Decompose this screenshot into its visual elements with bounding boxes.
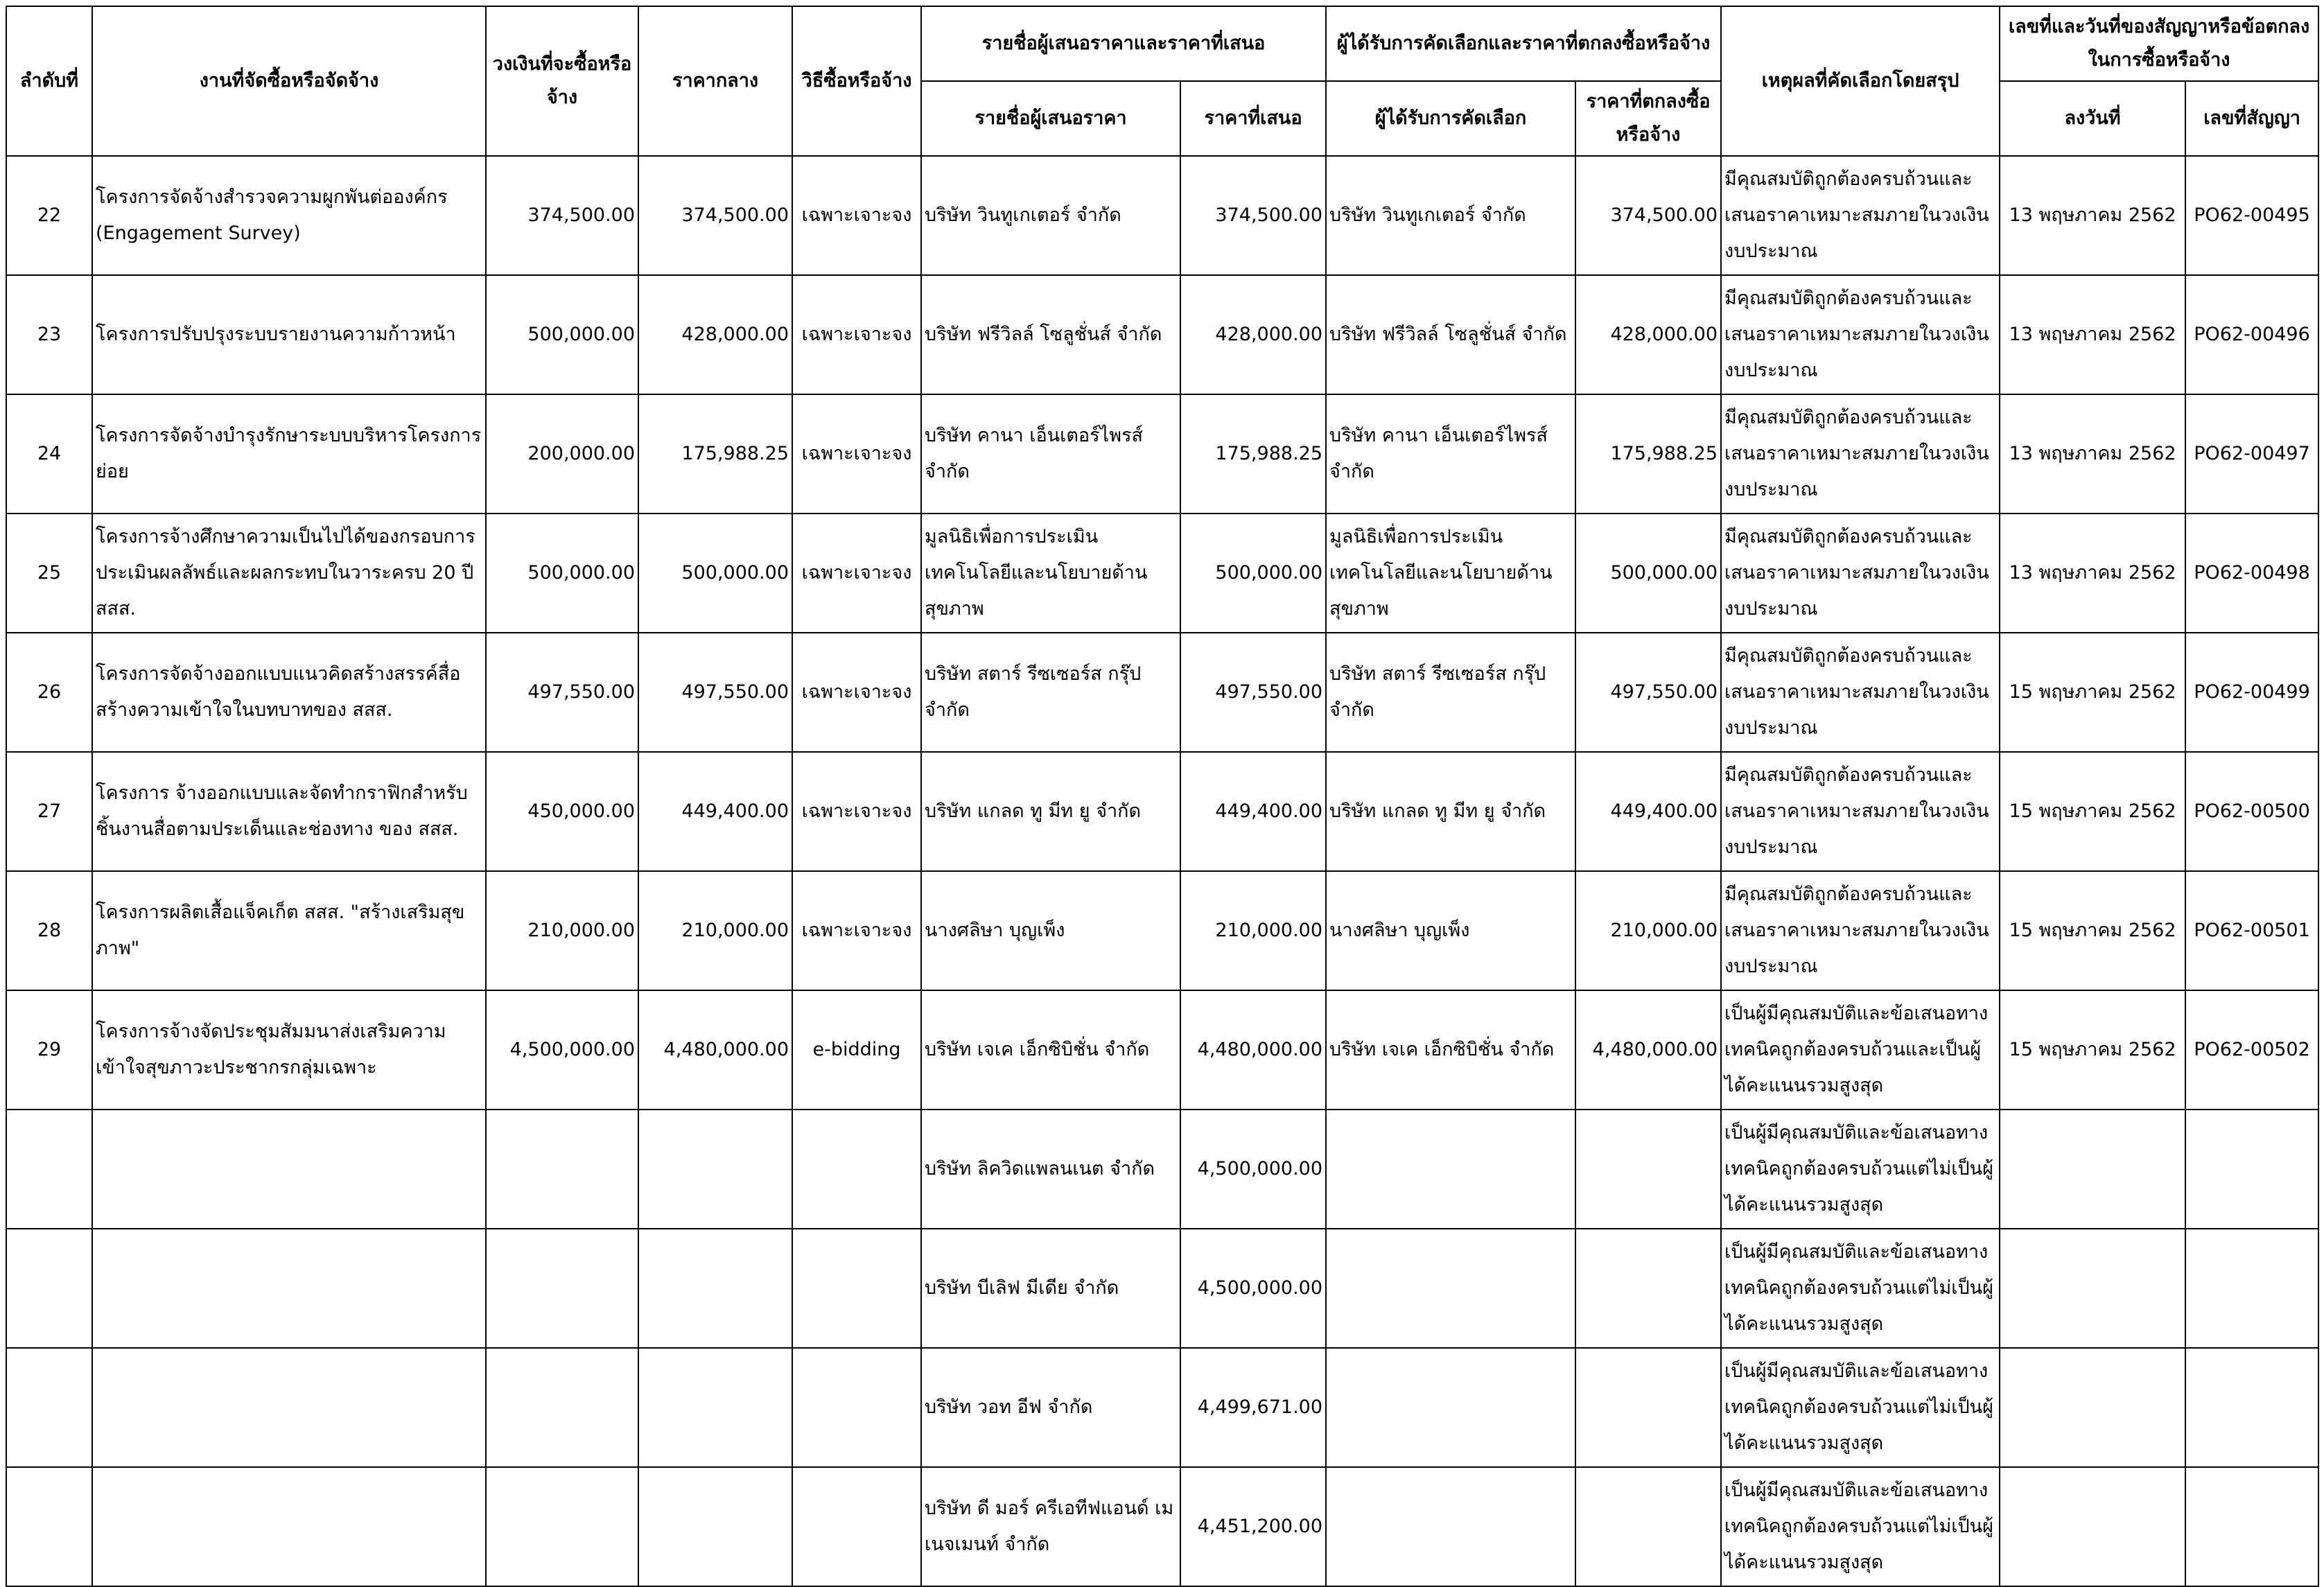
cell-work: โครงการจ้างศึกษาความเป็นไปได้ของกรอบการประเมินผลลัพธ์และผลกระทบในวาระครบ 20 ปี สสส. [92,514,486,633]
cell-bidder: มูลนิธิเพื่อการประเมินเทคโนโลยีและนโยบายด้านสุขภาพ [921,514,1180,633]
cell-contract-no: PO62-00500 [2185,752,2318,871]
cell-method: e-bidding [792,990,921,1110]
cell-seq: 26 [6,633,92,752]
header-bidders-group: รายชื่อผู้เสนอราคาและราคาที่เสนอ [921,6,1326,81]
cell-seq: 27 [6,752,92,871]
cell-budget: 450,000.00 [486,752,638,871]
cell-bid-price: 4,451,200.00 [1180,1467,1326,1586]
cell-method [792,1348,921,1467]
cell-contract-no [2185,1348,2318,1467]
table-row [6,990,2318,1110]
cell-contract-date: 15 พฤษภาคม 2562 [2000,990,2185,1110]
header-bid-price: ราคาที่เสนอ [1180,81,1326,156]
cell-median-price [638,1467,792,1586]
cell-bidder: นางศลิษา บุญเพ็ง [921,871,1180,990]
cell-method: เฉพาะเจาะจง [792,156,921,275]
cell-median-price: 500,000.00 [638,514,792,633]
cell-seq: 24 [6,394,92,514]
cell-agreed-price [1575,1110,1721,1229]
cell-method: เฉพาะเจาะจง [792,633,921,752]
cell-seq [6,1467,92,1586]
cell-bid-price: 4,499,671.00 [1180,1348,1326,1467]
cell-reason: มีคุณสมบัติถูกต้องครบถ้วนและเสนอราคาเหมาะสมภายในวงเงินงบประมาณ [1721,752,2000,871]
cell-contract-no [2185,1467,2318,1586]
header-work: งานที่จัดซื้อหรือจัดจ้าง [92,6,486,156]
cell-budget: 4,500,000.00 [486,990,638,1110]
cell-budget: 500,000.00 [486,275,638,394]
table-row [6,1229,2318,1348]
cell-selected: บริษัท วินทูเกเตอร์ จำกัด [1326,156,1575,275]
cell-budget [486,1467,638,1586]
cell-contract-date [2000,1229,2185,1348]
cell-bidder: บริษัท วอท อีฟ จำกัด [921,1348,1180,1467]
cell-reason: มีคุณสมบัติถูกต้องครบถ้วนและเสนอราคาเหมาะสมภายในวงเงินงบประมาณ [1721,156,2000,275]
cell-contract-no [2185,1229,2318,1348]
cell-bid-price: 497,550.00 [1180,633,1326,752]
cell-contract-no: PO62-00499 [2185,633,2318,752]
cell-work: โครงการผลิตเสื้อแจ็คเก็ต สสส. "สร้างเสริมสุขภาพ" [92,871,486,990]
cell-seq [6,1110,92,1229]
cell-reason: มีคุณสมบัติถูกต้องครบถ้วนและเสนอราคาเหมาะสมภายในวงเงินงบประมาณ [1721,633,2000,752]
cell-contract-date: 13 พฤษภาคม 2562 [2000,514,2185,633]
cell-median-price [638,1229,792,1348]
cell-work: โครงการปรับปรุงระบบรายงานความก้าวหน้า [92,275,486,394]
header-seq: ลำดับที่ [6,6,92,156]
cell-reason: มีคุณสมบัติถูกต้องครบถ้วนและเสนอราคาเหมาะสมภายในวงเงินงบประมาณ [1721,514,2000,633]
header-median-price: ราคากลาง [638,6,792,156]
table-row [6,871,2318,990]
cell-median-price: 4,480,000.00 [638,990,792,1110]
header-selected-name: ผู้ได้รับการคัดเลือก [1326,81,1575,156]
cell-selected: บริษัท คานา เอ็นเตอร์ไพรส์ จำกัด [1326,394,1575,514]
header-contract-group: เลขที่และวันที่ของสัญญาหรือข้อตกลงในการซื้อหรือจ้าง [2000,6,2318,81]
cell-seq: 29 [6,990,92,1110]
header-bidder-name: รายชื่อผู้เสนอราคา [921,81,1180,156]
cell-contract-date [2000,1467,2185,1586]
cell-work [92,1229,486,1348]
cell-reason: เป็นผู้มีคุณสมบัติและข้อเสนอทางเทคนิคถูกต้องครบถ้วนแต่ไม่เป็นผู้ได้คะแนนรวมสูงสุด [1721,1229,2000,1348]
cell-median-price: 449,400.00 [638,752,792,871]
cell-reason: เป็นผู้มีคุณสมบัติและข้อเสนอทางเทคนิคถูกต้องครบถ้วนและเป็นผู้ได้คะแนนรวมสูงสุด [1721,990,2000,1110]
cell-contract-date [2000,1110,2185,1229]
cell-bidder: บริษัท บีเลิฟ มีเดีย จำกัด [921,1229,1180,1348]
cell-budget: 497,550.00 [486,633,638,752]
cell-budget: 500,000.00 [486,514,638,633]
cell-method [792,1229,921,1348]
header-reason: เหตุผลที่คัดเลือกโดยสรุป [1721,6,2000,156]
cell-reason: มีคุณสมบัติถูกต้องครบถ้วนและเสนอราคาเหมาะสมภายในวงเงินงบประมาณ [1721,394,2000,514]
cell-median-price: 374,500.00 [638,156,792,275]
cell-contract-no: PO62-00496 [2185,275,2318,394]
cell-median-price: 497,550.00 [638,633,792,752]
cell-median-price: 175,988.25 [638,394,792,514]
cell-method [792,1110,921,1229]
cell-contract-no: PO62-00498 [2185,514,2318,633]
cell-selected [1326,1229,1575,1348]
header-row-top [6,6,2318,81]
cell-contract-date: 13 พฤษภาคม 2562 [2000,156,2185,275]
cell-bidder: บริษัท วินทูเกเตอร์ จำกัด [921,156,1180,275]
cell-budget: 200,000.00 [486,394,638,514]
header-contract-no: เลขที่สัญญา [2185,81,2318,156]
cell-work [92,1110,486,1229]
cell-work: โครงการ จ้างออกแบบและจัดทำกราฟิกสำหรับชิ้นงานสื่อตามประเด็นและช่องทาง ของ สสส. [92,752,486,871]
cell-selected: บริษัท ฟรีวิลล์ โซลูชั่นส์ จำกัด [1326,275,1575,394]
table-row [6,1110,2318,1229]
cell-bid-price: 449,400.00 [1180,752,1326,871]
cell-bidder: บริษัท ฟรีวิลล์ โซลูชั่นส์ จำกัด [921,275,1180,394]
table-row [6,1348,2318,1467]
cell-method: เฉพาะเจาะจง [792,871,921,990]
cell-agreed-price: 175,988.25 [1575,394,1721,514]
cell-work: โครงการจ้างจัดประชุมสัมมนาส่งเสริมความเข้าใจสุขภาวะประชากรกลุ่มเฉพาะ [92,990,486,1110]
cell-selected: บริษัท แกลด ทู มีท ยู จำกัด [1326,752,1575,871]
cell-budget [486,1229,638,1348]
cell-median-price: 428,000.00 [638,275,792,394]
cell-bidder: บริษัท ลิควิดแพลนเนต จำกัด [921,1110,1180,1229]
table-row [6,633,2318,752]
cell-bidder: บริษัท แกลด ทู มีท ยู จำกัด [921,752,1180,871]
cell-bid-price: 4,500,000.00 [1180,1110,1326,1229]
cell-bidder: บริษัท คานา เอ็นเตอร์ไพรส์ จำกัด [921,394,1180,514]
cell-bid-price: 210,000.00 [1180,871,1326,990]
cell-work: โครงการจัดจ้างสำรวจความผูกพันต่อองค์กร (Engagement Survey) [92,156,486,275]
cell-median-price [638,1110,792,1229]
cell-seq: 22 [6,156,92,275]
cell-seq: 28 [6,871,92,990]
cell-method: เฉพาะเจาะจง [792,752,921,871]
cell-agreed-price [1575,1348,1721,1467]
cell-selected: บริษัท สตาร์ รีซเซอร์ส กรุ๊ป จำกัด [1326,633,1575,752]
cell-agreed-price: 374,500.00 [1575,156,1721,275]
cell-budget: 374,500.00 [486,156,638,275]
procurement-table [6,6,2319,1587]
header-budget: วงเงินที่จะซื้อหรือจ้าง [486,6,638,156]
cell-bidder: บริษัท ดี มอร์ ครีเอทีฟแอนด์ เมเนจเมนท์ จำกัด [921,1467,1180,1586]
table-row [6,275,2318,394]
cell-contract-date: 13 พฤษภาคม 2562 [2000,394,2185,514]
cell-bid-price: 374,500.00 [1180,156,1326,275]
cell-seq [6,1229,92,1348]
cell-bid-price: 4,500,000.00 [1180,1229,1326,1348]
cell-selected: มูลนิธิเพื่อการประเมินเทคโนโลยีและนโยบายด้านสุขภาพ [1326,514,1575,633]
cell-median-price: 210,000.00 [638,871,792,990]
cell-contract-no [2185,1110,2318,1229]
cell-agreed-price: 4,480,000.00 [1575,990,1721,1110]
cell-selected [1326,1110,1575,1229]
cell-bidder: บริษัท สตาร์ รีซเซอร์ส กรุ๊ป จำกัด [921,633,1180,752]
cell-selected [1326,1348,1575,1467]
cell-agreed-price [1575,1229,1721,1348]
cell-agreed-price: 449,400.00 [1575,752,1721,871]
cell-agreed-price: 500,000.00 [1575,514,1721,633]
cell-seq [6,1348,92,1467]
cell-selected: นางศลิษา บุญเพ็ง [1326,871,1575,990]
cell-bidder: บริษัท เจเค เอ็กซิบิชั่น จำกัด [921,990,1180,1110]
cell-reason: เป็นผู้มีคุณสมบัติและข้อเสนอทางเทคนิคถูกต้องครบถ้วนแต่ไม่เป็นผู้ได้คะแนนรวมสูงสุด [1721,1348,2000,1467]
cell-contract-date: 15 พฤษภาคม 2562 [2000,871,2185,990]
cell-contract-date: 15 พฤษภาคม 2562 [2000,752,2185,871]
table-body [6,156,2318,1586]
cell-work: โครงการจัดจ้างบำรุงรักษาระบบบริหารโครงการย่อย [92,394,486,514]
cell-bid-price: 175,988.25 [1180,394,1326,514]
cell-contract-no: PO62-00495 [2185,156,2318,275]
cell-selected: บริษัท เจเค เอ็กซิบิชั่น จำกัด [1326,990,1575,1110]
table-row [6,156,2318,275]
cell-budget [486,1110,638,1229]
cell-method [792,1467,921,1586]
cell-work [92,1348,486,1467]
cell-selected [1326,1467,1575,1586]
cell-contract-date: 15 พฤษภาคม 2562 [2000,633,2185,752]
cell-work: โครงการจัดจ้างออกแบบแนวคิดสร้างสรรค์สื่อสร้างความเข้าใจในบทบาทของ สสส. [92,633,486,752]
cell-method: เฉพาะเจาะจง [792,514,921,633]
cell-agreed-price: 497,550.00 [1575,633,1721,752]
cell-contract-no: PO62-00501 [2185,871,2318,990]
cell-budget [486,1348,638,1467]
cell-work [92,1467,486,1586]
cell-contract-no: PO62-00497 [2185,394,2318,514]
cell-bid-price: 428,000.00 [1180,275,1326,394]
cell-seq: 23 [6,275,92,394]
table-row [6,1467,2318,1586]
cell-reason: มีคุณสมบัติถูกต้องครบถ้วนและเสนอราคาเหมาะสมภายในวงเงินงบประมาณ [1721,871,2000,990]
cell-agreed-price [1575,1467,1721,1586]
cell-agreed-price: 210,000.00 [1575,871,1721,990]
cell-contract-date [2000,1348,2185,1467]
cell-contract-no: PO62-00502 [2185,990,2318,1110]
cell-method: เฉพาะเจาะจง [792,394,921,514]
cell-bid-price: 500,000.00 [1180,514,1326,633]
cell-median-price [638,1348,792,1467]
header-agreed-price: ราคาที่ตกลงซื้อหรือจ้าง [1575,81,1721,156]
table-row [6,394,2318,514]
cell-reason: เป็นผู้มีคุณสมบัติและข้อเสนอทางเทคนิคถูกต้องครบถ้วนแต่ไม่เป็นผู้ได้คะแนนรวมสูงสุด [1721,1110,2000,1229]
header-selected-group: ผู้ได้รับการคัดเลือกและราคาที่ตกลงซื้อหรือจ้าง [1326,6,1721,81]
cell-agreed-price: 428,000.00 [1575,275,1721,394]
header-contract-date: ลงวันที่ [2000,81,2185,156]
cell-bid-price: 4,480,000.00 [1180,990,1326,1110]
cell-method: เฉพาะเจาะจง [792,275,921,394]
cell-reason: เป็นผู้มีคุณสมบัติและข้อเสนอทางเทคนิคถูกต้องครบถ้วนแต่ไม่เป็นผู้ได้คะแนนรวมสูงสุด [1721,1467,2000,1586]
table-row [6,752,2318,871]
cell-seq: 25 [6,514,92,633]
header-method: วิธีซื้อหรือจ้าง [792,6,921,156]
cell-budget: 210,000.00 [486,871,638,990]
cell-reason: มีคุณสมบัติถูกต้องครบถ้วนและเสนอราคาเหมาะสมภายในวงเงินงบประมาณ [1721,275,2000,394]
cell-contract-date: 13 พฤษภาคม 2562 [2000,275,2185,394]
table-row [6,514,2318,633]
